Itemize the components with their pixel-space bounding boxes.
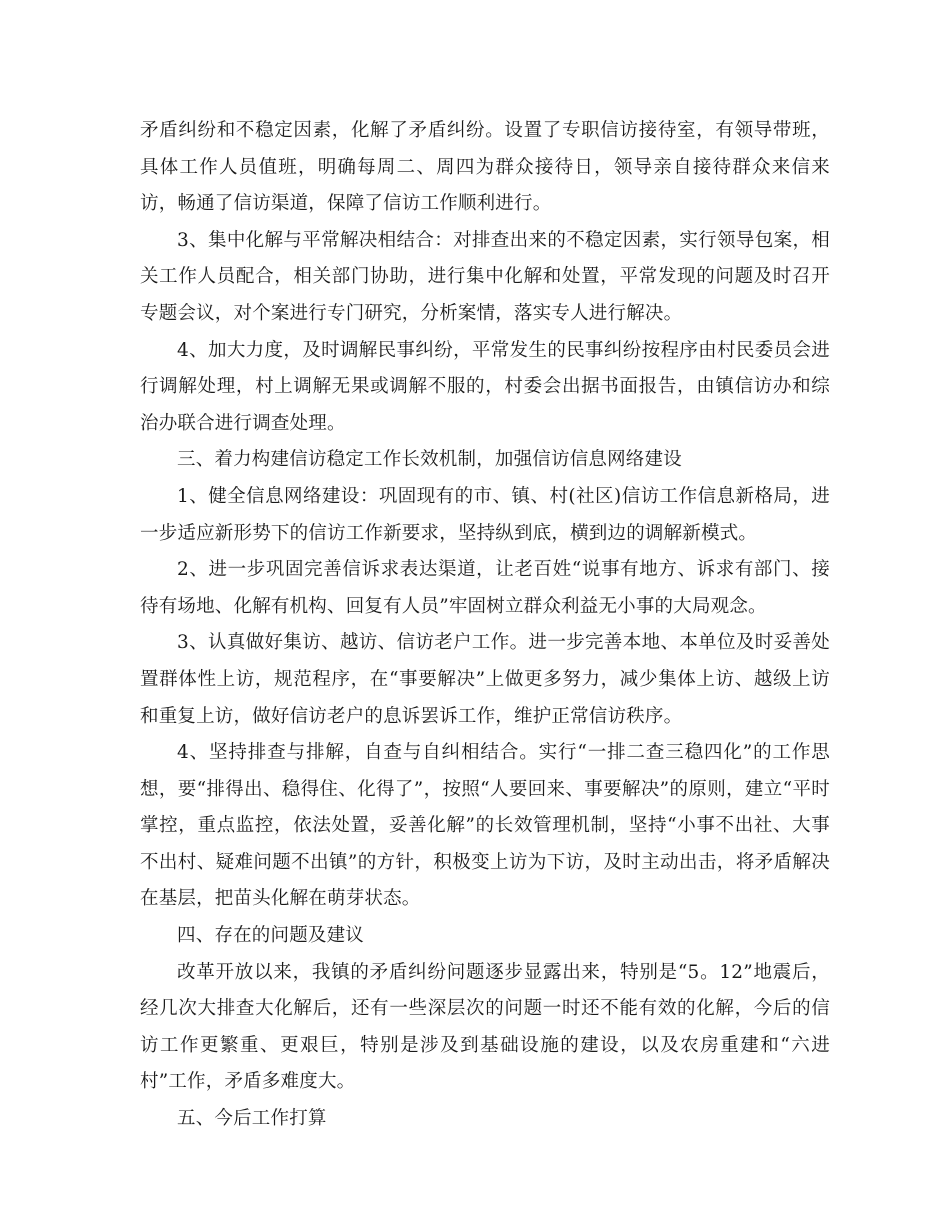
paragraph-item-4-civil-mediation: 4、加大力度，及时调解民事纠纷，平常发生的民事纠纷按程序由村民委员会进行调解处理，村上调解无果或调解不服的，村委会出据书面报告，由镇信访办和综治办联合进行调查处理。 [140,339,830,434]
section-heading-5: 五、今后工作打算 [177,1108,327,1130]
paragraph-item-3-petitions: 3、认真做好集访、越访、信访老户工作。进一步完善本地、本单位及时妥善处置群体性上访，规范程序，在“事要解决”上做更多努力，减少集体上访、越级上访和重复上访，做好信访老户的息诉罢诉工作，维护正常信访秩序。 [140,632,830,727]
paragraph-continuation: 矛盾纠纷和不稳定因素，化解了矛盾纠纷。设置了专职信访接待室，有领导带班，具体工作人员值班，明确每周二、周四为群众接待日，领导亲自接待群众来信来访，畅通了信访渠道，保障了信访工作顺利进行。 [140,120,830,215]
section-heading-3: 三、着力构建信访稳定工作长效机制，加强信访信息网络建设 [177,449,682,471]
paragraph-problems: 改革开放以来，我镇的矛盾纠纷问题逐步显露出来，特别是“5。12”地震后，经几次大排查大化解后，还有一些深层次的问题一时还不能有效的化解，今后的信访工作更繁重、更艰巨，特别是涉及到基础设施的建设，以及农房重建和“六进村”工作，矛盾多难度大。 [140,961,830,1093]
paragraph-item-1-network: 1、健全信息网络建设：巩固现有的市、镇、村(社区)信访工作信息新格局，进一步适应新形势下的信访工作新要求，坚持纵到底，横到边的调解新模式。 [140,485,830,544]
paragraph-item-3-concentrated-resolution: 3、集中化解与平常解决相结合：对排查出来的不稳定因素，实行领导包案，相关工作人员配合，相关部门协助，进行集中化解和处置，平常发现的问题及时召开专题会议，对个案进行专门研究，分析案情，落实专人进行解决。 [140,229,830,324]
section-heading-4: 四、存在的问题及建议 [177,925,365,947]
document-body [140,113,830,1138]
paragraph-item-2-channels: 2、进一步巩固完善信诉求表达渠道，让老百姓“说事有地方、诉求有部门、接待有场地、化解有机构、回复有人员”牢固树立群众利益无小事的大局观念。 [140,559,830,617]
paragraph-item-4-investigation: 4、坚持排查与排解，自查与自纠相结合。实行“一排二查三稳四化”的工作思想，要“排得出、稳得住、化得了”，按照“人要回来、事要解决”的原则，建立“平时掌控，重点监控，依法处置，妥善化解”的长效管理机制，坚持“小事不出社、大事不出村、疑难问题不出镇”的方针，积极变上访为下访，及时主动出击，将矛盾解决在基层，把苗头化解在萌芽状态。 [140,742,830,910]
